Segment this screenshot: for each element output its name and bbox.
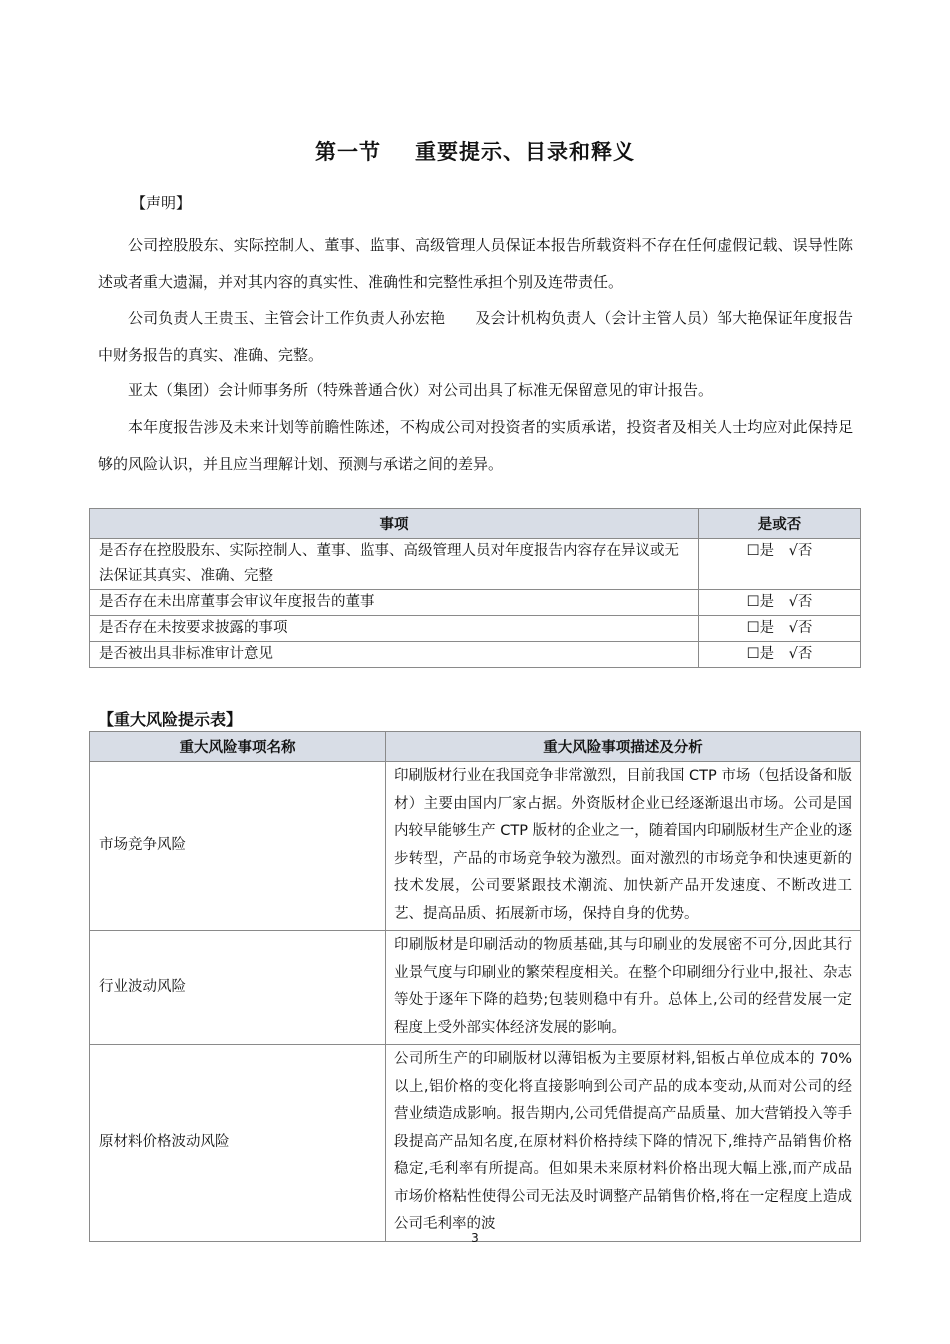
matters-header-item: 事项 (90, 509, 699, 539)
matter-answer: ☐是 √否 (699, 642, 861, 668)
risk-name: 行业波动风险 (90, 931, 386, 1045)
paragraph-audit-opinion: 亚太（集团）会计师事务所（特殊普通合伙）对公司出具了标准无保留意见的审计报告。 (128, 381, 714, 399)
section-name: 重要提示、目录和释义 (415, 140, 635, 164)
risk-header-desc: 重大风险事项描述及分析 (386, 732, 861, 762)
matter-answer: ☐是 √否 (699, 590, 861, 616)
section-title (0, 136, 950, 166)
table-row (90, 590, 861, 616)
paragraph-responsible-persons: 公司负责人王贵玉、主管会计工作负责人孙宏艳 及会计机构负责人（会计主管人员）邹大艳保证年度报告中财务报告的真实、准确、完整。 (98, 309, 853, 364)
risk-description: 公司所生产的印刷版材以薄铝板为主要原材料,铝板占单位成本的 70%以上,铝价格的变化将直接影响到公司产品的成本变动,从而对公司的经营业绩造成影响。报告期内,公司凭借提高产品质量、加大营销投入等手段提高产品知名度,在原材料价格持续下降的情况下,维持产品销售价格稳定,毛利率有所提高。但如果未来原材料价格出现大幅上涨,而产成品市场价格粘性使得公司无法及时调整产品销售价格,将在一定程度上造成公司毛利率的波 (386, 1045, 861, 1242)
table-row (90, 931, 861, 1045)
table-row (90, 762, 861, 931)
paragraph-guarantee: 公司控股股东、实际控制人、董事、监事、高级管理人员保证本报告所载资料不存在任何虚假记载、误导性陈述或者重大遗漏，并对其内容的真实性、准确性和完整性承担个别及连带责任。 (98, 236, 853, 291)
declaration-label: 【声明】 (131, 194, 192, 212)
matter-item: 是否存在未按要求披露的事项 (90, 616, 699, 642)
table-row (90, 616, 861, 642)
risk-header-name: 重大风险事项名称 (90, 732, 386, 762)
risk-name: 原材料价格波动风险 (90, 1045, 386, 1242)
risk-description: 印刷版材是印刷活动的物质基础,其与印刷业的发展密不可分,因此其行业景气度与印刷业的繁荣程度相关。在整个印刷细分行业中,报社、杂志等处于逐年下降的趋势;包装则稳中有升。总体上,公司的经营发展一定程度上受外部实体经济发展的影响。 (386, 931, 861, 1045)
risk-section-title: 【重大风险提示表】 (98, 710, 243, 729)
matters-header-row (90, 509, 861, 539)
risk-name: 市场竞争风险 (90, 762, 386, 931)
paragraph-forward-looking: 本年度报告涉及未来计划等前瞻性陈述，不构成公司对投资者的实质承诺，投资者及相关人士均应对此保持足够的风险认识，并且应当理解计划、预测与承诺之间的差异。 (98, 418, 853, 473)
table-row (90, 1045, 861, 1242)
matter-item: 是否存在控股股东、实际控制人、董事、监事、高级管理人员对年度报告内容存在异议或无法保证其真实、准确、完整 (90, 539, 699, 590)
risk-description: 印刷版材行业在我国竞争非常激烈，目前我国 CTP 市场（包括设备和版材）主要由国内厂家占据。外资版材企业已经逐渐退出市场。公司是国内较早能够生产 CTP 版材的企业之一，随着国内印刷版材生产企业的逐步转型，产品的市场竞争较为激烈。面对激烈的市场竞争和快速更新的技术发展，公司要紧跟技术潮流、加快新产品开发速度、不断改进工艺、提高品质、拓展新市场，保持自身的优势。 (386, 762, 861, 931)
matter-answer: ☐是 √否 (699, 539, 861, 590)
matters-table (89, 508, 861, 668)
page-number: 3 (471, 1231, 479, 1245)
matter-item: 是否被出具非标准审计意见 (90, 642, 699, 668)
risk-header-row (90, 732, 861, 762)
matters-header-answer: 是或否 (699, 509, 861, 539)
matter-answer: ☐是 √否 (699, 616, 861, 642)
risk-table (89, 731, 861, 1242)
matter-item: 是否存在未出席董事会审议年度报告的董事 (90, 590, 699, 616)
section-number: 第一节 (315, 140, 381, 164)
table-row (90, 539, 861, 590)
table-row (90, 642, 861, 668)
